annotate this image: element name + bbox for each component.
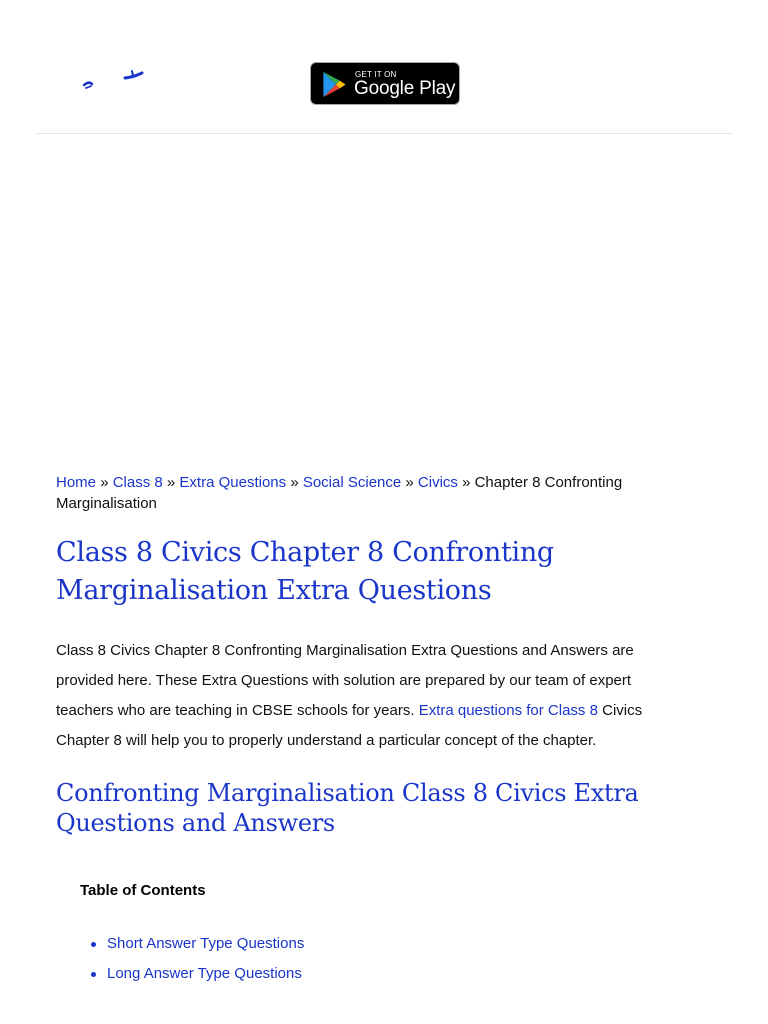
toc-item xyxy=(80,929,686,959)
main-content xyxy=(56,472,686,989)
google-play-button[interactable] xyxy=(310,62,460,105)
toc-list xyxy=(80,929,686,989)
breadcrumb-separator: » xyxy=(166,474,176,491)
breadcrumb-separator: » xyxy=(100,474,109,491)
intro-text-before: Class 8 Civics Chapter 8 Confronting Marginalisation Extra Questions and Answers are provided here. These Extra Questions with solution are prepared by our team of expert teachers who are teaching in CBSE schools for years. xyxy=(56,642,634,719)
play-badge-small-text: GET IT ON xyxy=(355,70,397,79)
toc-link-long-answer[interactable]: Long Answer Type Questions xyxy=(107,965,302,982)
breadcrumb-class8-link[interactable]: Class 8 xyxy=(112,474,163,491)
breadcrumb-civics-link[interactable]: Civics xyxy=(417,474,458,491)
ad-placeholder xyxy=(36,134,733,454)
site-logo-icon[interactable] xyxy=(80,66,150,92)
toc-item xyxy=(80,959,686,989)
site-header xyxy=(36,0,733,134)
breadcrumb-current: Chapter 8 Confronting Marginalisation xyxy=(56,474,623,512)
extra-questions-class8-link[interactable]: Extra questions for Class 8 xyxy=(418,702,598,719)
play-badge-big-text: Google Play xyxy=(354,78,456,99)
breadcrumb-extra-questions-link[interactable]: Extra Questions xyxy=(179,474,287,491)
breadcrumb-separator: » xyxy=(405,474,414,491)
google-play-icon xyxy=(321,71,347,98)
table-of-contents xyxy=(80,882,686,989)
page-title: Class 8 Civics Chapter 8 Confronting Marginalisation Extra Questions xyxy=(56,537,554,606)
breadcrumb-separator: » xyxy=(290,474,299,491)
intro-paragraph xyxy=(56,636,686,756)
intro-text-after: Civics Chapter 8 will help you to properly understand a particular concept of the chapter. xyxy=(56,702,643,749)
breadcrumb-social-science-link[interactable]: Social Science xyxy=(302,474,402,491)
section-title: Confronting Marginalisation Class 8 Civics Extra Questions and Answers xyxy=(56,779,639,837)
toc-title: Table of Contents xyxy=(80,882,206,899)
breadcrumb-separator: » xyxy=(462,474,471,491)
bullet-icon xyxy=(91,972,96,977)
bullet-icon xyxy=(91,942,96,947)
breadcrumb-home-link[interactable]: Home xyxy=(56,474,97,491)
toc-link-short-answer[interactable]: Short Answer Type Questions xyxy=(107,935,305,952)
breadcrumb xyxy=(56,472,686,514)
